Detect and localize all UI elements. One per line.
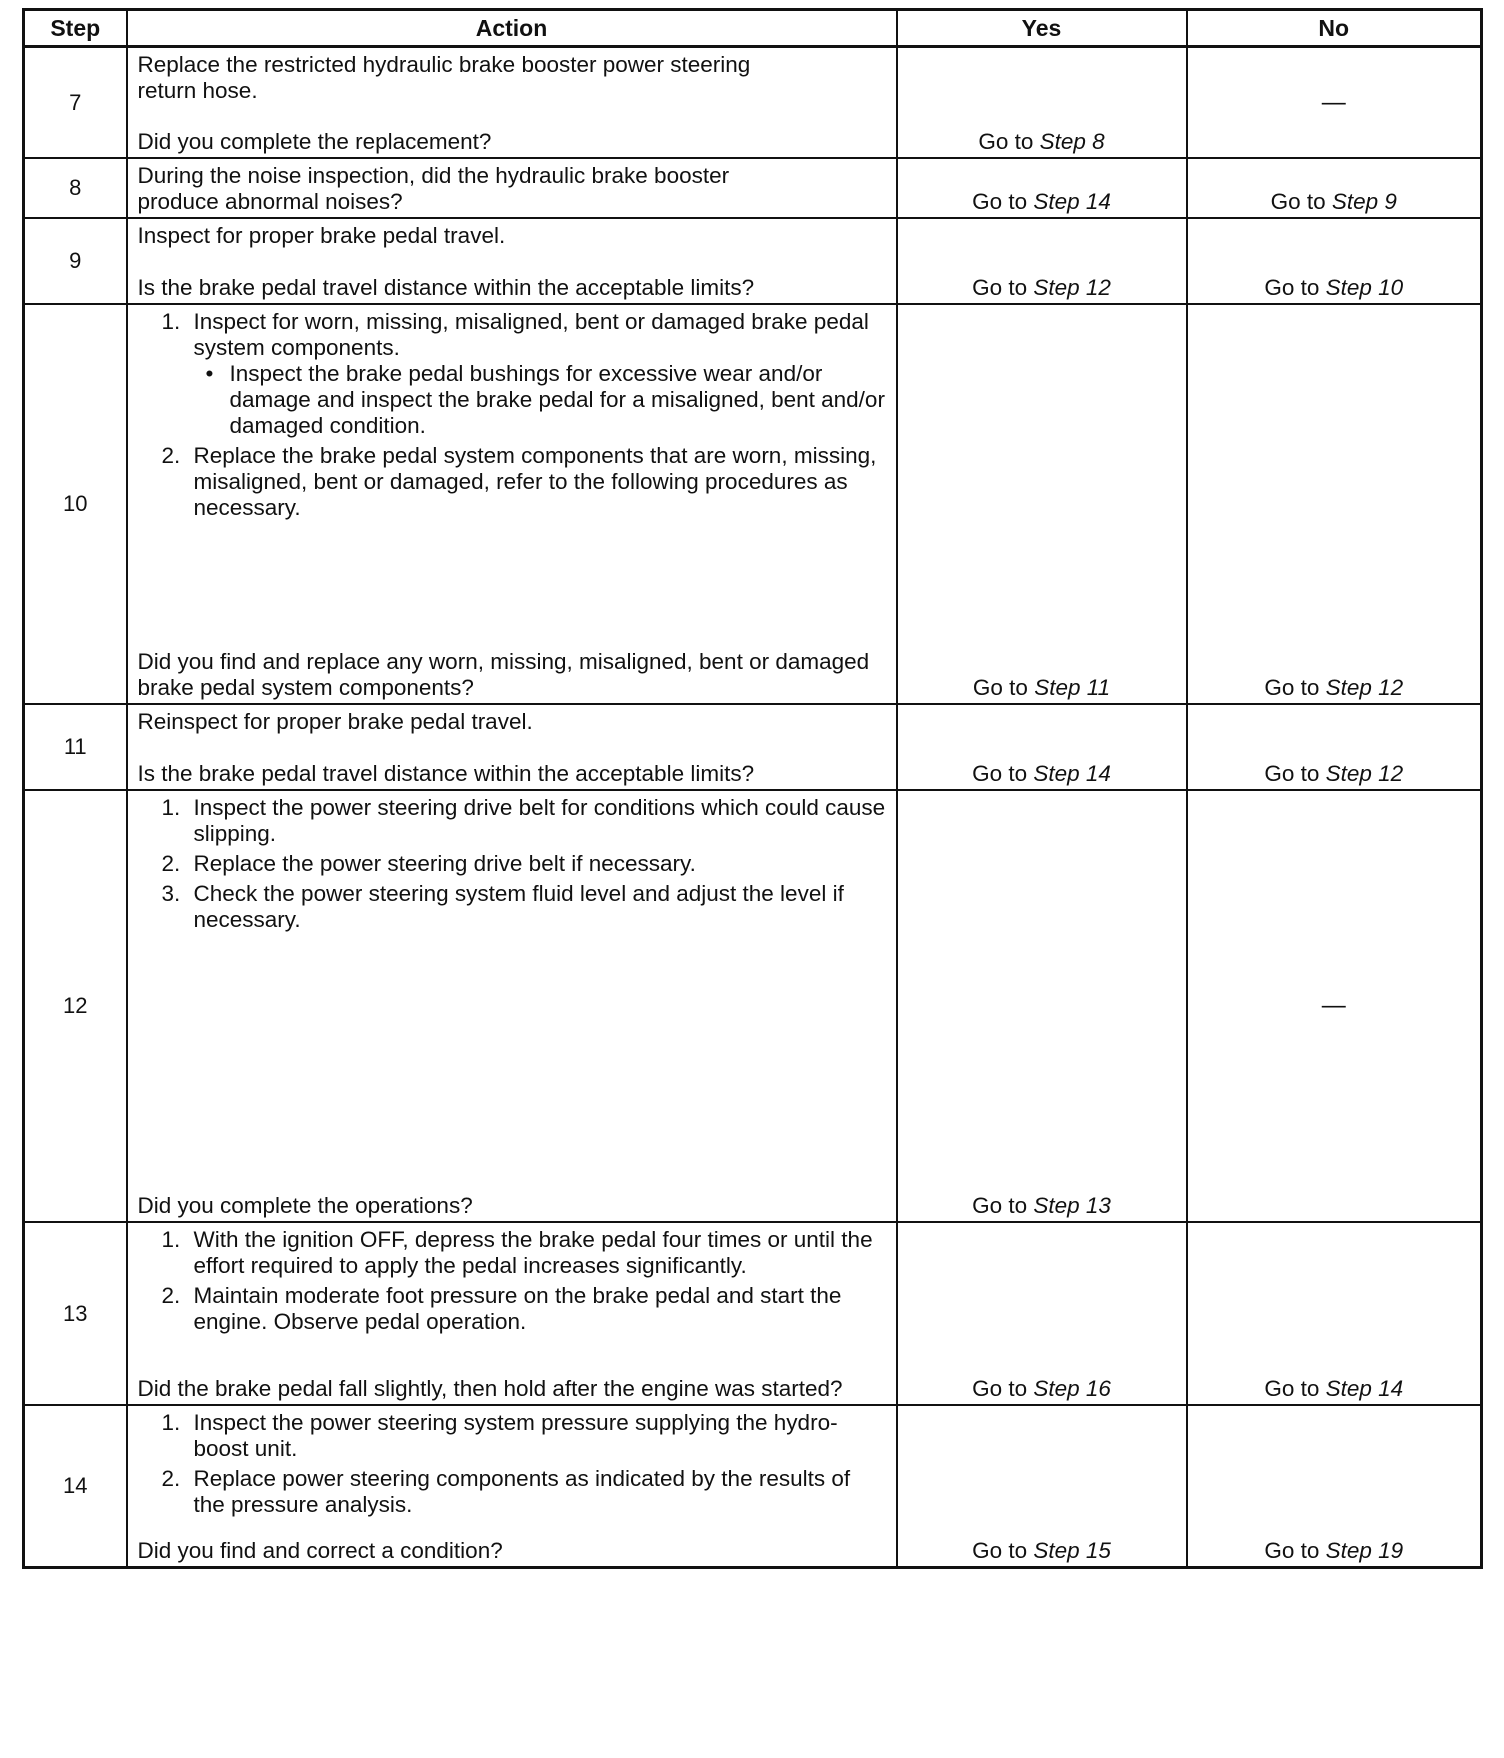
step-reference: Step 14 <box>1033 189 1111 214</box>
action-body <box>138 309 886 525</box>
action-line: produce abnormal noises? <box>137 189 403 214</box>
action-cell <box>127 1405 897 1568</box>
action-content <box>128 705 896 789</box>
header-yes: Yes <box>897 10 1187 47</box>
action-question: Did you find and correct a condition? <box>137 1538 503 1563</box>
yes-go-to <box>972 189 1111 217</box>
yes-go-to <box>972 1193 1111 1221</box>
no-go-to <box>1264 275 1403 303</box>
step-reference: Step 14 <box>1325 1376 1404 1401</box>
step-reference: Step 13 <box>1033 1193 1111 1218</box>
action-body <box>138 1410 886 1522</box>
yes-go-to <box>973 675 1110 703</box>
step-number: 13 <box>24 1222 127 1405</box>
action-content <box>128 48 896 157</box>
header-step: Step <box>24 10 127 47</box>
yes-cell <box>897 1405 1187 1568</box>
action-cell <box>127 47 897 159</box>
go-to-prefix: Go to <box>972 1376 1034 1401</box>
bullet-icon: • <box>205 361 214 386</box>
yes-go-to <box>972 275 1111 303</box>
go-to-prefix: Go to <box>1264 675 1326 700</box>
step-reference: Step 12 <box>1325 675 1404 700</box>
step-reference: Step 11 <box>1034 675 1111 700</box>
procedure-item <box>138 1283 886 1335</box>
action-body <box>138 163 886 215</box>
table-row <box>24 47 1482 159</box>
procedure-list <box>138 1227 886 1335</box>
procedure-text: Replace the power steering drive belt if necessary. <box>193 851 696 876</box>
action-question: Did the brake pedal fall slightly, then hold after the engine was started? <box>137 1376 843 1401</box>
table-row <box>24 304 1482 704</box>
action-body <box>138 709 886 735</box>
procedure-number: 1. <box>161 795 181 820</box>
procedure-number: 2. <box>161 1283 181 1308</box>
procedure-list <box>138 309 886 521</box>
step-reference: Step 15 <box>1033 1538 1111 1563</box>
procedure-number: 1. <box>161 309 181 334</box>
yes-go-to <box>972 1376 1111 1404</box>
yes-go-to <box>978 129 1104 157</box>
yes-cell <box>897 1222 1187 1405</box>
step-number: 12 <box>24 790 127 1222</box>
table-body <box>24 47 1482 1568</box>
procedure-text: Replace the brake pedal system components that are worn, missing, misaligned, bent or damaged, refer to the following procedures as necessary. <box>193 443 877 520</box>
procedure-item <box>138 881 886 933</box>
diagnostic-page <box>22 8 1480 1569</box>
action-line: Reinspect for proper brake pedal travel. <box>137 709 533 734</box>
yes-go-to <box>972 1538 1111 1566</box>
procedure-item <box>138 443 886 521</box>
go-to-prefix: Go to <box>972 761 1034 786</box>
action-cell <box>127 790 897 1222</box>
action-line: return hose. <box>137 78 258 103</box>
yes-cell <box>897 218 1187 304</box>
step-reference: Step 14 <box>1033 761 1111 786</box>
action-content <box>128 159 896 217</box>
action-question: Is the brake pedal travel distance within the acceptable limits? <box>137 275 755 300</box>
action-line: During the noise inspection, did the hydraulic brake booster <box>137 163 730 188</box>
procedure-number: 1. <box>161 1227 181 1252</box>
action-question: Did you complete the operations? <box>137 1193 473 1218</box>
step-reference: Step 8 <box>1039 129 1105 154</box>
action-question: Did you complete the replacement? <box>137 129 492 154</box>
action-cell <box>127 158 897 218</box>
procedure-text: Inspect for worn, missing, misaligned, bent or damaged brake pedal system components. <box>193 309 869 360</box>
yes-cell <box>897 704 1187 790</box>
procedure-text: With the ignition OFF, depress the brake pedal four times or until the effort required to apply the pedal increases significantly. <box>193 1227 873 1278</box>
step-number: 7 <box>24 47 127 159</box>
action-cell <box>127 1222 897 1405</box>
no-cell <box>1187 704 1482 790</box>
go-to-prefix: Go to <box>972 1193 1034 1218</box>
header-row <box>24 10 1482 47</box>
no-go-to <box>1264 1538 1403 1566</box>
no-cell <box>1187 1222 1482 1405</box>
action-content <box>128 219 896 303</box>
step-reference: Step 16 <box>1033 1376 1111 1401</box>
go-to-prefix: Go to <box>978 129 1040 154</box>
action-body <box>138 795 886 937</box>
no-cell <box>1187 1405 1482 1568</box>
procedure-list <box>138 795 886 933</box>
table-row <box>24 790 1482 1222</box>
dash-mark: — <box>1321 992 1346 1019</box>
header-no: No <box>1187 10 1482 47</box>
yes-cell <box>897 158 1187 218</box>
no-cell <box>1187 158 1482 218</box>
go-to-prefix: Go to <box>972 189 1034 214</box>
go-to-prefix: Go to <box>1264 761 1326 786</box>
go-to-prefix: Go to <box>1264 1538 1326 1563</box>
no-go-to <box>1264 675 1403 703</box>
procedure-number: 2. <box>161 851 181 876</box>
procedure-text: Inspect the power steering drive belt for conditions which could cause slipping. <box>193 795 886 846</box>
procedure-text: Inspect the power steering system pressure supplying the hydro-boost unit. <box>193 1410 838 1461</box>
procedure-list <box>138 1410 886 1518</box>
table-row <box>24 704 1482 790</box>
no-go-to <box>1264 761 1403 789</box>
yes-cell <box>897 790 1187 1222</box>
bullet-text: Inspect the brake pedal bushings for excessive wear and/or damage and inspect the brake pedal for a misaligned, bent and/or damaged condition. <box>229 361 885 438</box>
bullet-item <box>194 361 886 439</box>
action-content <box>128 791 896 1221</box>
yes-go-to <box>972 761 1111 789</box>
procedure-item <box>138 309 886 439</box>
no-cell <box>1187 304 1482 704</box>
procedure-item <box>138 851 886 877</box>
go-to-prefix: Go to <box>1270 189 1332 214</box>
action-cell <box>127 704 897 790</box>
go-to-prefix: Go to <box>972 275 1034 300</box>
header-action: Action <box>127 10 897 47</box>
step-reference: Step 12 <box>1033 275 1111 300</box>
no-cell <box>1187 47 1482 159</box>
yes-cell <box>897 47 1187 159</box>
action-cell <box>127 218 897 304</box>
step-reference: Step 9 <box>1331 189 1397 214</box>
action-line: Replace the restricted hydraulic brake booster power steering <box>137 52 751 77</box>
go-to-prefix: Go to <box>972 1538 1034 1563</box>
step-number: 10 <box>24 304 127 704</box>
step-number: 9 <box>24 218 127 304</box>
step-number: 14 <box>24 1405 127 1568</box>
step-reference: Step 19 <box>1325 1538 1404 1563</box>
step-number: 11 <box>24 704 127 790</box>
go-to-prefix: Go to <box>972 675 1035 700</box>
table-row <box>24 1405 1482 1568</box>
go-to-prefix: Go to <box>1264 1376 1326 1401</box>
table-row <box>24 158 1482 218</box>
action-content <box>128 1406 896 1566</box>
procedure-item <box>138 1410 886 1462</box>
table-row <box>24 218 1482 304</box>
action-question: Is the brake pedal travel distance within the acceptable limits? <box>137 761 755 786</box>
step-number: 8 <box>24 158 127 218</box>
no-go-to <box>1264 1376 1403 1404</box>
procedure-text: Replace power steering components as indicated by the results of the pressure analysis. <box>193 1466 851 1517</box>
action-question: Did you find and replace any worn, missing, misaligned, bent or damaged brake pedal system components? <box>137 649 870 700</box>
action-cell <box>127 304 897 704</box>
dash-mark: — <box>1321 88 1346 116</box>
step-reference: Step 12 <box>1325 761 1404 786</box>
bullet-list <box>194 361 886 439</box>
action-body <box>138 52 886 104</box>
no-cell <box>1187 790 1482 1222</box>
diagnostic-table <box>22 8 1483 1569</box>
no-cell <box>1187 218 1482 304</box>
procedure-number: 2. <box>161 443 181 468</box>
no-go-to <box>1271 189 1397 217</box>
yes-cell <box>897 304 1187 704</box>
procedure-item <box>138 1466 886 1518</box>
procedure-text: Check the power steering system fluid level and adjust the level if necessary. <box>193 881 844 932</box>
action-body <box>138 1227 886 1339</box>
step-reference: Step 10 <box>1325 275 1404 300</box>
action-content <box>128 305 896 703</box>
procedure-item <box>138 1227 886 1279</box>
procedure-text: Maintain moderate foot pressure on the brake pedal and start the engine. Observe pedal operation. <box>193 1283 842 1334</box>
procedure-number: 3. <box>161 881 181 906</box>
procedure-number: 1. <box>161 1410 181 1435</box>
go-to-prefix: Go to <box>1264 275 1326 300</box>
action-line: Inspect for proper brake pedal travel. <box>137 223 506 248</box>
table-row <box>24 1222 1482 1405</box>
procedure-number: 2. <box>161 1466 181 1491</box>
action-body <box>138 223 886 249</box>
action-content <box>128 1223 896 1404</box>
procedure-item <box>138 795 886 847</box>
